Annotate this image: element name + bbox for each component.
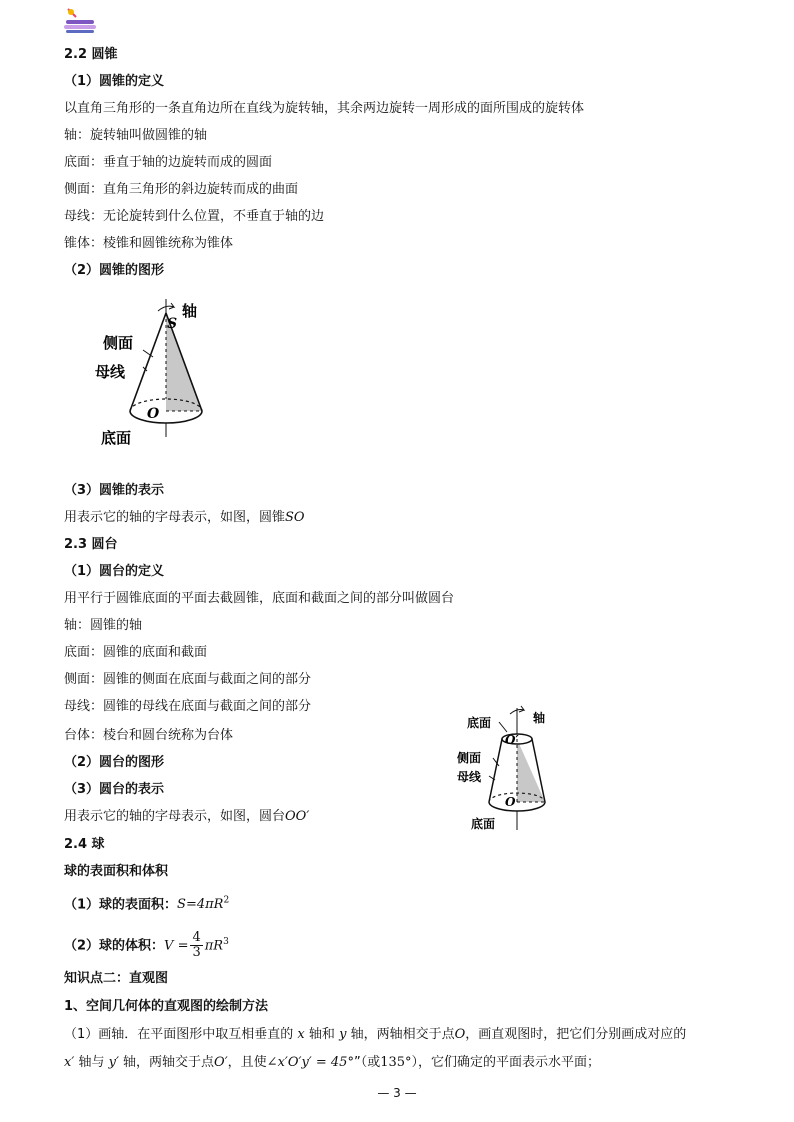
volume-fraction: $\frac{4}{3}$: [192, 930, 201, 961]
frustum-side-label: 侧面: [457, 751, 482, 765]
frustum-base-label: 底面: [471, 817, 496, 831]
cone-definition-title: （1）圆锥的定义: [64, 74, 165, 89]
method-paragraph-line1: （1）画轴．在平面图形中取互相垂直的 x 轴和 y 轴，两轴相交于点O，画直观图时，把它们分别画成对应的: [64, 1027, 687, 1042]
frustum-bottom-center-label: O: [505, 795, 516, 809]
cone-representation-text: 用表示它的轴的字母表示，如图，圆锥SO: [64, 510, 305, 525]
surface-formula: $S=4\pi R^2$: [177, 896, 230, 913]
sphere-surface-area: （1）球的表面积：$S=4\pi R^2$: [64, 896, 230, 913]
cone-apex-label: S: [167, 316, 178, 332]
sphere-volume: （2）球的体积：V = $\frac{4}{3}$ $\pi R^3$: [64, 930, 229, 961]
cone-base-label: 底面: [101, 429, 132, 447]
frustum-axis-text: 轴：圆锥的轴: [64, 618, 143, 633]
frustum-generatrix-text: 母线：圆锥的母线在底面与截面之间的部分: [64, 699, 312, 714]
frustum-axis-label: 轴: [533, 711, 546, 725]
frustum-symbol: OO′: [285, 809, 310, 824]
cone-generatrix-label: 母线: [95, 363, 126, 381]
frustum-top-center-label: O′: [505, 733, 519, 747]
method-title: 1、空间几何体的直观图的绘制方法: [64, 999, 269, 1014]
cone-axis-label: 轴: [182, 302, 198, 320]
frustum-top-label: 底面: [467, 716, 492, 730]
cone-base-text: 底面：垂直于轴的边旋转而成的圆面: [64, 155, 273, 170]
frustum-body-text: 台体：棱台和圆台统称为台体: [64, 728, 234, 743]
frustum-definition-text: 用平行于圆锥底面的平面去截圆锥，底面和截面之间的部分叫做圆台: [64, 591, 455, 606]
cone-body-text: 锥体：棱锥和圆锥统称为锥体: [64, 236, 234, 251]
cone-definition-text: 以直角三角形的一条直角边所在直线为旋转轴，其余两边旋转一周形成的面所围成的旋转体: [64, 101, 585, 116]
cone-generatrix-text: 母线：无论旋转到什么位置，不垂直于轴的边: [64, 209, 325, 224]
cone-symbol: SO: [285, 510, 305, 525]
cone-side-label: 侧面: [103, 334, 134, 352]
frustum-definition-title: （1）圆台的定义: [64, 564, 165, 579]
frustum-generatrix-label: 母线: [457, 770, 482, 784]
frustum-figure: [455, 698, 565, 838]
frustum-representation-text: 用表示它的轴的字母表示，如图，圆台OO′: [64, 809, 310, 824]
frustum-base-text: 底面：圆锥的底面和截面: [64, 645, 208, 660]
method-paragraph-line2: x′ 轴与 y′ 轴，两轴交于点O′，且使∠x′O′y′ = 45°”（或135°），它们确定的平面表示水平面；: [64, 1055, 601, 1070]
knowledge-point-title: 知识点二：直观图: [64, 971, 169, 986]
cone-axis-text: 轴：旋转轴叫做圆锥的轴: [64, 128, 208, 143]
cone-center-label: O: [147, 406, 160, 422]
frustum-figure-title: （2）圆台的图形: [64, 755, 165, 770]
frustum-side-text: 侧面：圆锥的侧面在底面与截面之间的部分: [64, 672, 312, 687]
section-heading-cone: 2.2 圆锥: [64, 47, 118, 62]
page-number: — 3 —: [377, 1086, 417, 1100]
cone-figure-title: （2）圆锥的图形: [64, 263, 165, 278]
cone-representation-title: （3）圆锥的表示: [64, 483, 165, 498]
frustum-representation-title: （3）圆台的表示: [64, 782, 165, 797]
cone-side-text: 侧面：直角三角形的斜边旋转而成的曲面: [64, 182, 299, 197]
section-heading-frustum: 2.3 圆台: [64, 537, 118, 552]
cone-figure: [95, 295, 225, 455]
section-heading-sphere: 2.4 球: [64, 837, 105, 852]
sphere-subheading: 球的表面积和体积: [64, 864, 169, 879]
book-stack-icon: [62, 6, 102, 36]
